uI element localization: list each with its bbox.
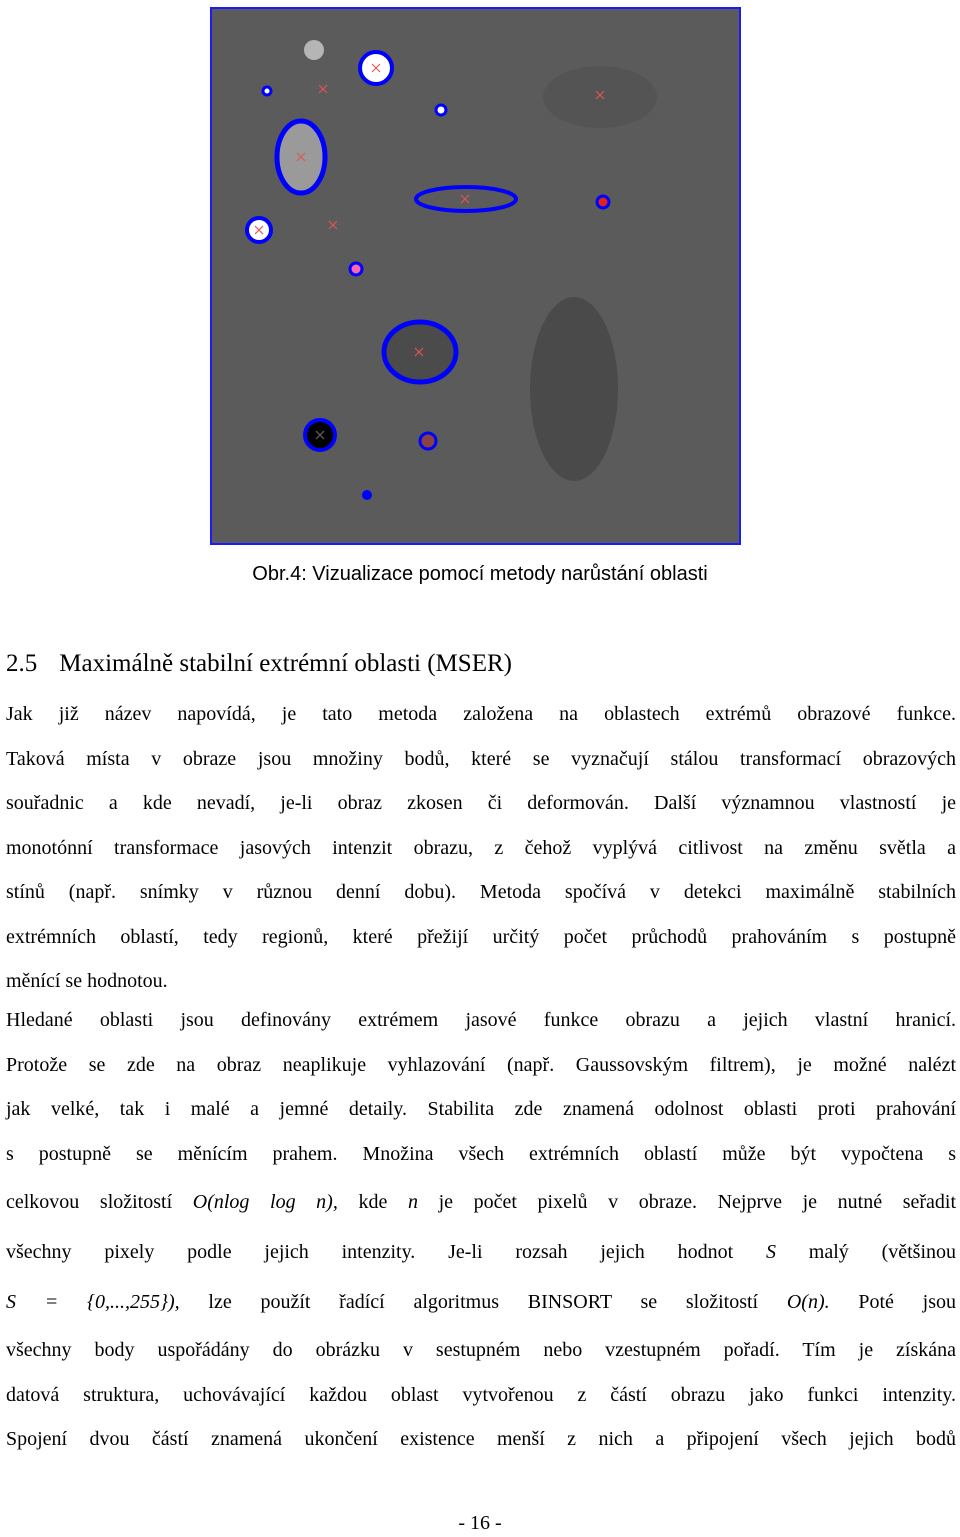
page-number: - 16 -: [458, 1512, 502, 1534]
math-variable: S: [765, 1241, 776, 1263]
blob: [304, 40, 324, 60]
text-line: [6, 1276, 956, 1328]
text-fragment: kde: [358, 1191, 388, 1213]
math-complexity: O(n).: [786, 1291, 830, 1313]
text-line: monotónní transformace jasových intenzit obrazu, z čehož vyplývá citlivost na změnu světla a: [6, 836, 956, 859]
text-line: datová struktura, uchovávající každou oblast vytvořenou z částí obrazu jako funkci intenzity.: [6, 1383, 956, 1406]
paragraph-2: [6, 998, 956, 1462]
math-complexity: O(nlog log n),: [192, 1191, 338, 1213]
region-contour: [436, 105, 446, 115]
section-title: Maximálně stabilní extrémní oblasti (MSER): [59, 650, 512, 677]
text-line: souřadnic a kde nevadí, je-li obraz zkosen či deformován. Další významnou vlastností je: [6, 792, 956, 814]
region-contour: [350, 263, 362, 275]
blob: [543, 66, 657, 128]
math-variable: n: [407, 1191, 418, 1213]
section-heading: [6, 650, 512, 678]
text-line: stínů (např. snímky v různou denní dobu). Metoda spočívá v detekci maximálně stabilních: [6, 881, 956, 903]
paragraph-1: [6, 692, 956, 1004]
region-contour: [362, 490, 372, 500]
figure-background: [210, 7, 741, 545]
text-line: jak velké, tak i malé a jemné detaily. Stabilita zde znamená odolnost oblasti proti prahování: [6, 1098, 956, 1120]
text-line: Jak již název napovídá, je tato metoda založena na oblastech extrémů obrazové funkce.: [6, 703, 956, 725]
text-line: měnící se hodnotou.: [6, 970, 168, 992]
text-fragment: je počet pixelů v obraze. Nejprve je nutné seřadit: [438, 1191, 957, 1213]
region-contour: [597, 196, 609, 208]
text-fragment: všechny pixely podle jejich intenzity. Je-li rozsah jejich hodnot: [6, 1241, 734, 1263]
region-contour: [263, 87, 271, 95]
text-fragment: Poté jsou: [858, 1291, 957, 1313]
text-line: s postupně se měnícím prahem. Množina všech extrémních oblastí může být vypočtena s: [6, 1142, 956, 1165]
text-fragment: lze použít řadící algoritmus BINSORT se složitostí: [208, 1291, 759, 1313]
text-line: Hledané oblasti jsou definovány extrémem jasové funkce obrazu a jejich vlastní hranicí.: [6, 1009, 956, 1031]
text-fragment: celkovou složitostí: [6, 1191, 173, 1213]
text-line: všechny body uspořádány do obrázku v sestupném nebo vzestupném pořadí. Tím je získána: [6, 1339, 956, 1361]
mser-visualization-figure: [210, 7, 741, 545]
text-line: extrémních oblastí, tedy regionů, které přežijí určitý počet průchodů prahováním s postupně: [6, 925, 956, 948]
blob: [530, 297, 618, 481]
region-contour: [416, 187, 516, 211]
text-line: [6, 1228, 956, 1276]
section-number: 2.5: [6, 650, 38, 677]
text-line: Spojení dvou částí znamená ukončení existence menší z nich a připojení všech jejich bodů: [6, 1428, 956, 1450]
text-line: Taková místa v obraze jsou množiny bodů, které se vyznačují stálou transformací obrazových: [6, 747, 956, 770]
text-fragment: malý (většinou: [808, 1241, 956, 1263]
math-set: S = {0,...,255}),: [6, 1291, 180, 1313]
region-contour: [384, 322, 456, 382]
region-contour: [420, 433, 436, 449]
figure-caption: Obr.4: Vizualizace pomocí metody narůstání oblasti: [252, 563, 708, 585]
text-line: [6, 1176, 956, 1228]
text-line: Protože se zde na obraz neaplikuje vyhlazování (např. Gaussovským filtrem), je možné nalézt: [6, 1053, 956, 1076]
